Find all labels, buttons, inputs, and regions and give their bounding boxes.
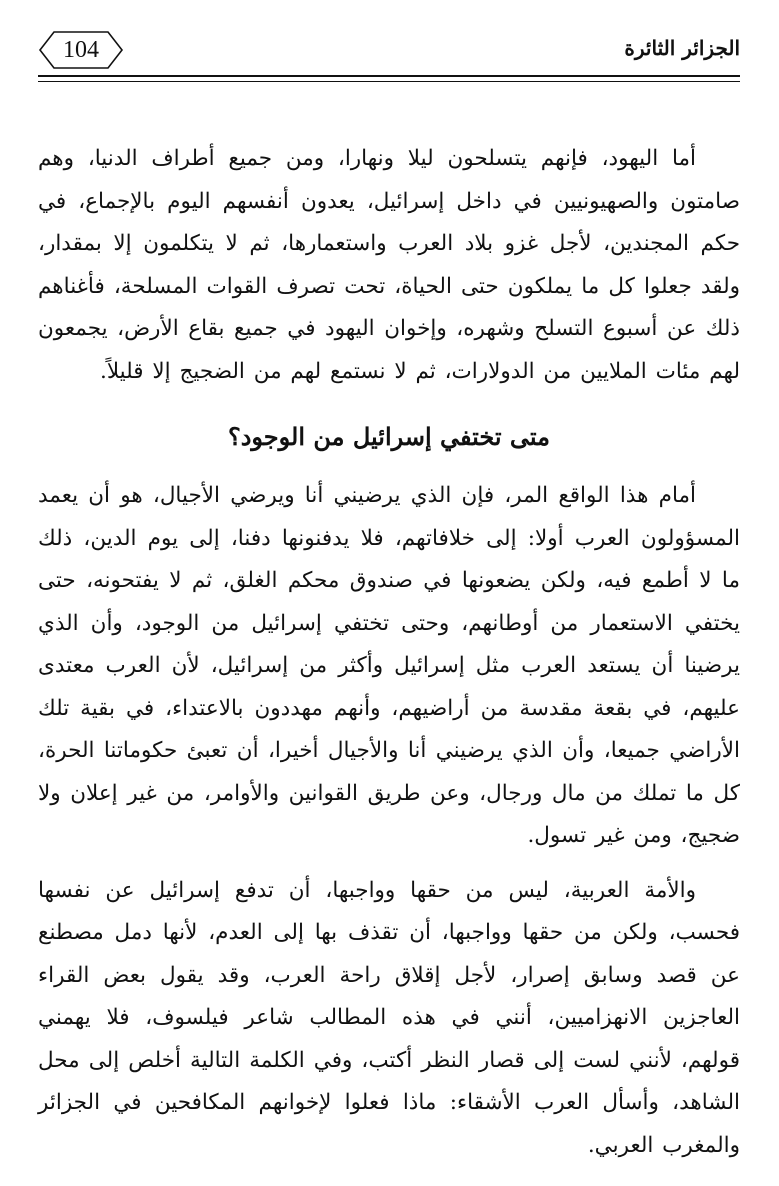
running-title: الجزائر الثائرة [624, 36, 740, 60]
header-rule-thick [38, 75, 740, 77]
page-number: 104 [63, 37, 99, 63]
paragraph-3: والأمة العربية، ليس من حقها وواجبها، أن تدفع إسرائيل عن نفسها فحسب، ولكن من حقها وواجبها، أن تقذف بها إلى العدم، لأنها دمل مصطنع عن قصد وسابق إصرار، لأجل إقلاق راحة العرب، وقد يقول بعض القراء العاجزين الانهزاميين، أنني في هذه المطالب شاعر فيلسوف، فلا يهمني قولهم، لأنني لست إلى قصار النظر أكتب، وفي الكلمة التالية أخلص إلى محل الشاهد، وأسأل العرب الأشقاء: ماذا فعلوا لإخوانهم المكافحين في الجزائر والمغرب العربي. [38, 877, 740, 1158]
page-header [38, 30, 740, 70]
page-number-badge [38, 30, 124, 70]
paragraph-2: أمام هذا الواقع المر، فإن الذي يرضيني أنا ويرضي الأجيال، هو أن يعمد المسؤولون العرب أولا: إلى خلافاتهم، فلا يدفنونها دفنا، إلى يوم الدين، ذلك ما لا أطمع فيه، ولكن يضعونها في صندوق محكم الغلق، ثم لا يفتحونه، حتى يختفي الاستعمار من أوطانهم، وحتى تختفي إسرائيل من الوجود، وأن الذي يرضينا أن يستعد العرب مثل إسرائيل وأكثر من إسرائيل، لأن العرب معتدى عليهم، في بقعة مقدسة من أراضيهم، وأنهم مهددون بالاعتداء، في بقية تلك الأراضي جميعا، وأن الذي يرضيني أنا والأجيال أخيرا، أن تعبئ حكوماتنا الحرة، كل ما تملك من مال ورجال، وعن طريق القوانين والأوامر، من غير إعلان ولا ضجيج، ومن غير تسول. [38, 483, 740, 848]
header-rule-thin [38, 81, 740, 82]
section-heading: متى تختفي إسرائيل من الوجود؟ [227, 422, 551, 451]
paragraph-1: أما اليهود، فإنهم يتسلحون ليلا ونهارا، ومن جميع أطراف الدنيا، وهم صامتون والصهيونيين في داخل إسرائيل، يعدون أنفسهم اليوم بالإجماع، في حكم المجندين، لأجل غزو بلاد العرب واستعمارها، ثم لا يتكلمون إلا بمقدار، ولقد جعلوا كل ما يملكون حتى الحياة، تحت تصرف القوات المسلحة، فأغناهم ذلك عن أسبوع التسلح وشهره، وإخوان اليهود في جميع بقاع الأرض، يجمعون لهم مئات الملايين من الدولارات، ثم لا نستمع لهم من الضجيج إلا قليلاً. [38, 146, 740, 384]
page-body [38, 138, 740, 1167]
